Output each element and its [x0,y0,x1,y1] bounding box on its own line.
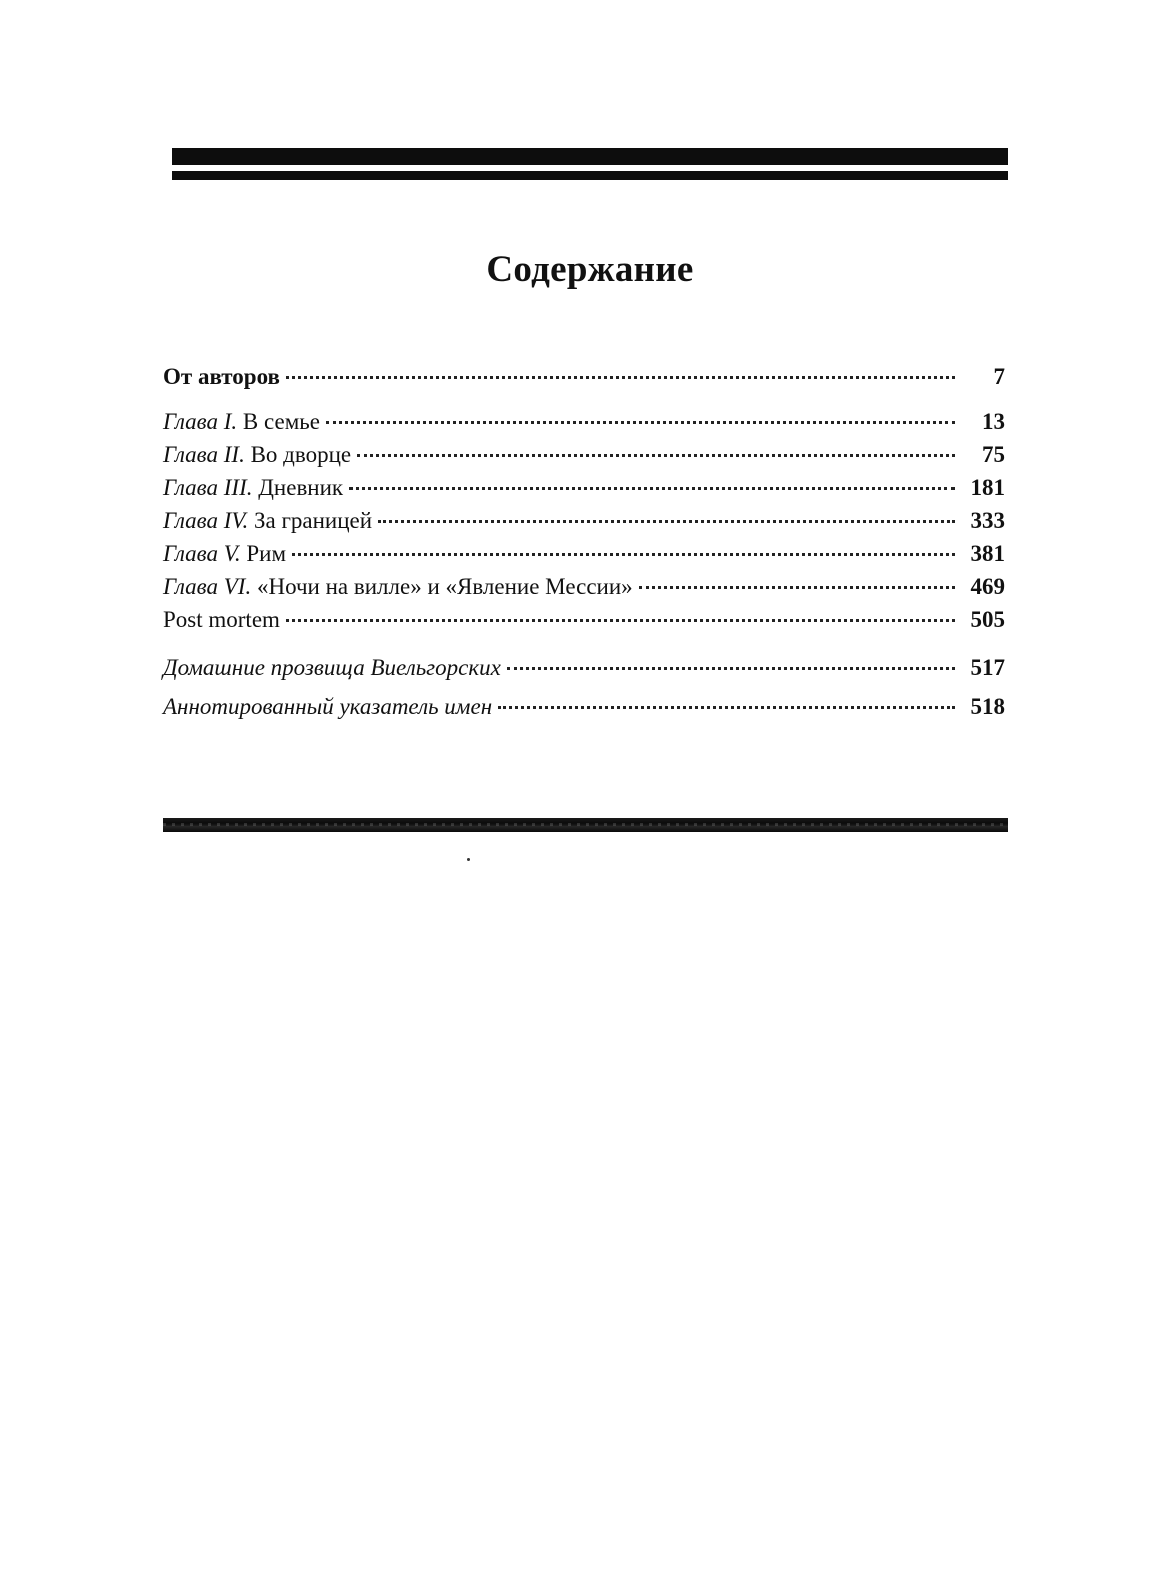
top-rule-thick [172,148,1008,165]
toc-entry-nicknames[interactable] [163,653,1005,683]
toc-page-number: 518 [970,694,1005,719]
dot-leader [286,376,955,379]
toc-page-number: 75 [982,442,1005,467]
toc-entry-chapter-4[interactable] [163,506,1005,536]
bottom-rule [163,818,1008,832]
toc-page-number: 181 [970,475,1005,500]
dot-leader [639,586,955,589]
toc-entry-chapter-2[interactable] [163,440,1005,470]
toc-page-number: 469 [970,574,1005,599]
toc-page-number: 13 [982,409,1005,434]
toc-entry-chapter-3[interactable] [163,473,1005,503]
toc-entry-name-index[interactable] [163,692,1005,722]
toc-entry-label: Глава V. Рим [163,541,286,566]
dot-leader [292,553,955,556]
dot-leader [378,520,955,523]
toc-entry-label: От авторов [163,364,280,389]
toc-entry-label: Глава VI. «Ночи на вилле» и «Явление Мессии» [163,574,633,599]
dot-leader [357,454,955,457]
toc-entry-chapter-1[interactable] [163,407,1005,437]
toc-page-number: 381 [970,541,1005,566]
toc-entry-label: Post mortem [163,607,280,632]
dot-leader [326,421,955,424]
toc-entry-label: Глава I. В семье [163,409,320,434]
toc-entry-from-authors[interactable] [163,362,1005,392]
toc-entry-label: Аннотированный указатель имен [163,694,493,719]
dot-leader [498,706,955,709]
toc-entry-label: Глава IV. За границей [163,508,373,533]
toc-entry-label: Глава II. Во дворце [163,442,352,467]
toc-page-number: 517 [970,655,1005,680]
page-title: Содержание [486,249,694,290]
dot-leader [349,487,955,490]
dot-leader [286,619,955,622]
toc-page-number: 505 [970,607,1005,632]
top-rule-thin [172,171,1008,180]
toc-page-number: 333 [970,508,1005,533]
dot-leader [507,667,955,670]
toc-entry-label: Домашние прозвища Виельгорских [163,655,501,680]
toc-entry-post-mortem[interactable] [163,605,1005,635]
toc-entry-label: Глава III. Дневник [163,475,344,500]
toc-entry-chapter-5[interactable] [163,539,1005,569]
toc-page-number: 7 [993,364,1005,389]
toc-entry-chapter-6[interactable] [163,572,1005,602]
print-speck [467,858,470,861]
